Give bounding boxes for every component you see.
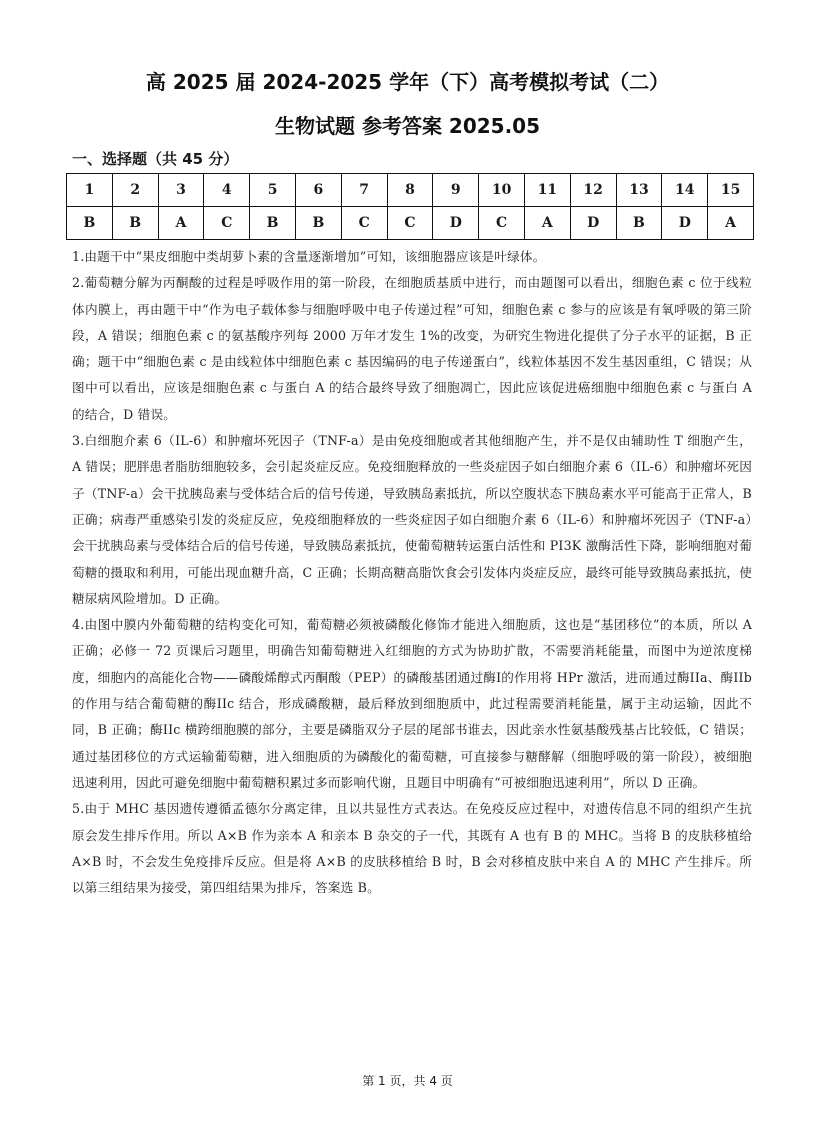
question-number: 7 bbox=[341, 174, 387, 207]
question-number: 6 bbox=[295, 174, 341, 207]
question-number: 12 bbox=[570, 174, 616, 207]
document-subtitle: 生物试题 参考答案 2025.05 bbox=[274, 114, 541, 138]
question-number: 15 bbox=[708, 174, 754, 207]
explanation-q3: 3.白细胞介素 6（IL-6）和肿瘤坏死因子（TNF-a）是由免疫细胞或者其他细胞产生，并不是仅由辅助性 T 细胞产生，A 错误；肥胖患者脂肪细胞较多，会引起炎症反应。免疫细胞释放的一些炎症因子如白细胞介素 6（IL-6）和肿瘤坏死因子（TNF-a）会干扰胰岛素与受体结合后的信号传递，导致胰岛素抵抗，所以空腹状态下胰岛素水平可能高于正常人，B 正确；病毒严重感染引发的炎症反应，免疫细胞释放的一些炎症因子如白细胞介素 6（IL-6）和肿瘤坏死因子（TNF-a）会干扰胰岛素与受体结合后的信号传递，导致胰岛素抵抗，使葡萄糖转运蛋白活性和 PI3K 激酶活性下降，影响细胞对葡萄糖的摄取和利用，可能出现血糖升高，C 正确；长期高糖高脂饮食会引发体内炎症反应，最终可能导致胰岛素抵抗，使糖尿病风险增加。D 正确。 bbox=[72, 433, 752, 606]
question-number: 8 bbox=[387, 174, 433, 207]
answer-cell: C bbox=[204, 207, 250, 240]
answer-cell: B bbox=[112, 207, 158, 240]
question-number: 13 bbox=[616, 174, 662, 207]
page-footer: 第 1 页，共 4 页 bbox=[362, 1074, 453, 1088]
question-number: 4 bbox=[204, 174, 250, 207]
answer-key-row bbox=[67, 207, 754, 240]
document-title: 高 2025 届 2024-2025 学年（下）高考模拟考试（二） bbox=[145, 70, 670, 94]
answer-cell: B bbox=[295, 207, 341, 240]
question-number: 10 bbox=[479, 174, 525, 207]
explanation-q5: 5.由于 MHC 基因遗传遵循孟德尔分离定律，且以共显性方式表达。在免疫反应过程中，对遗传信息不同的组织产生抗原会发生排斥作用。所以 A×B 作为亲本 A 和亲本 B 杂交的子一代，其既有 A 也有 B 的 MHC。当将 B 的皮肤移植给 A×B 时，不会发生免疫排斥反应。但是将 A×B 的皮肤移植给 B 时，B 会对移植皮肤中来自 A 的 MHC 产生排斥。所以第三组结果为接受，第四组结果为排斥，答案选 B。 bbox=[72, 801, 752, 896]
section-heading: 一、选择题（共 45 分） bbox=[72, 150, 239, 168]
answer-cell: D bbox=[433, 207, 479, 240]
answer-cell: A bbox=[708, 207, 754, 240]
question-number: 3 bbox=[158, 174, 204, 207]
answer-cell: D bbox=[662, 207, 708, 240]
answer-cell: B bbox=[616, 207, 662, 240]
answer-table bbox=[66, 173, 754, 240]
explanations bbox=[72, 244, 752, 901]
question-number: 5 bbox=[250, 174, 296, 207]
answer-number-row bbox=[67, 174, 754, 207]
answer-cell: D bbox=[570, 207, 616, 240]
answer-cell: A bbox=[158, 207, 204, 240]
answer-cell: B bbox=[250, 207, 296, 240]
question-number: 9 bbox=[433, 174, 479, 207]
answer-cell: C bbox=[341, 207, 387, 240]
explanation-q1: 1.由题干中“果皮细胞中类胡萝卜素的含量逐渐增加”可知，该细胞器应该是叶绿体。 bbox=[72, 249, 546, 264]
question-number: 2 bbox=[112, 174, 158, 207]
answer-cell: C bbox=[387, 207, 433, 240]
answer-cell: A bbox=[524, 207, 570, 240]
explanation-q4: 4.由图中膜内外葡萄糖的结构变化可知，葡萄糖必须被磷酸化修饰才能进入细胞质，这也是“基团移位”的本质，所以 A 正确；必修一 72 页课后习题里，明确告知葡萄糖进入红细胞的方式为协助扩散，不需要消耗能量，而图中为逆浓度梯度，细胞内的高能化合物——磷酸烯醇式丙酮酸（PEP）的磷酸基团通过酶I的作用将 HPr 激活，进而通过酶IIa、酶IIb 的作用与结合葡萄糖的酶IIc 结合，形成磷酸糖，最后释放到细胞质中，此过程需要消耗能量，属于主动运输，因此不同，B 正确；酶IIc 横跨细胞膜的部分，主要是磷脂双分子层的尾部书谁去，因此亲水性氨基酸残基占比较低，C 错误；通过基团移位的方式运输葡萄糖，进入细胞质的为磷酸化的葡萄糖，可直接参与糖酵解（细胞呼吸的第一阶段），被细胞迅速利用，因此可避免细胞中葡萄糖积累过多而影响代谢，且题目中明确有“可被细胞迅速利用”，所以 D 正确。 bbox=[72, 617, 752, 790]
explanation-q2: 2.葡萄糖分解为丙酮酸的过程是呼吸作用的第一阶段，在细胞质基质中进行，而由题图可以看出，细胞色素 c 位于线粒体内膜上，再由题干中“作为电子载体参与细胞呼吸中电子传递过程”可知，细胞色素 c 参与的应该是有氧呼吸的第三阶段，A 错误；细胞色素 c 的氨基酸序列每 2000 万年才发生 1%的改变，为研究生物进化提供了分子水平的证据，B 正确；题干中“细胞色素 c 是由线粒体中细胞色素 c 基因编码的电子传递蛋白”，线粒体基因不发生基因重组，C 错误；从图中可以看出，应该是细胞色素 c 与蛋白 A 的结合最终导致了细胞凋亡，因此应该促进癌细胞中细胞色素 c 与蛋白 A 的结合，D 错误。 bbox=[72, 275, 752, 422]
question-number: 11 bbox=[524, 174, 570, 207]
question-number: 1 bbox=[67, 174, 113, 207]
answer-cell: B bbox=[67, 207, 113, 240]
question-number: 14 bbox=[662, 174, 708, 207]
answer-cell: C bbox=[479, 207, 525, 240]
